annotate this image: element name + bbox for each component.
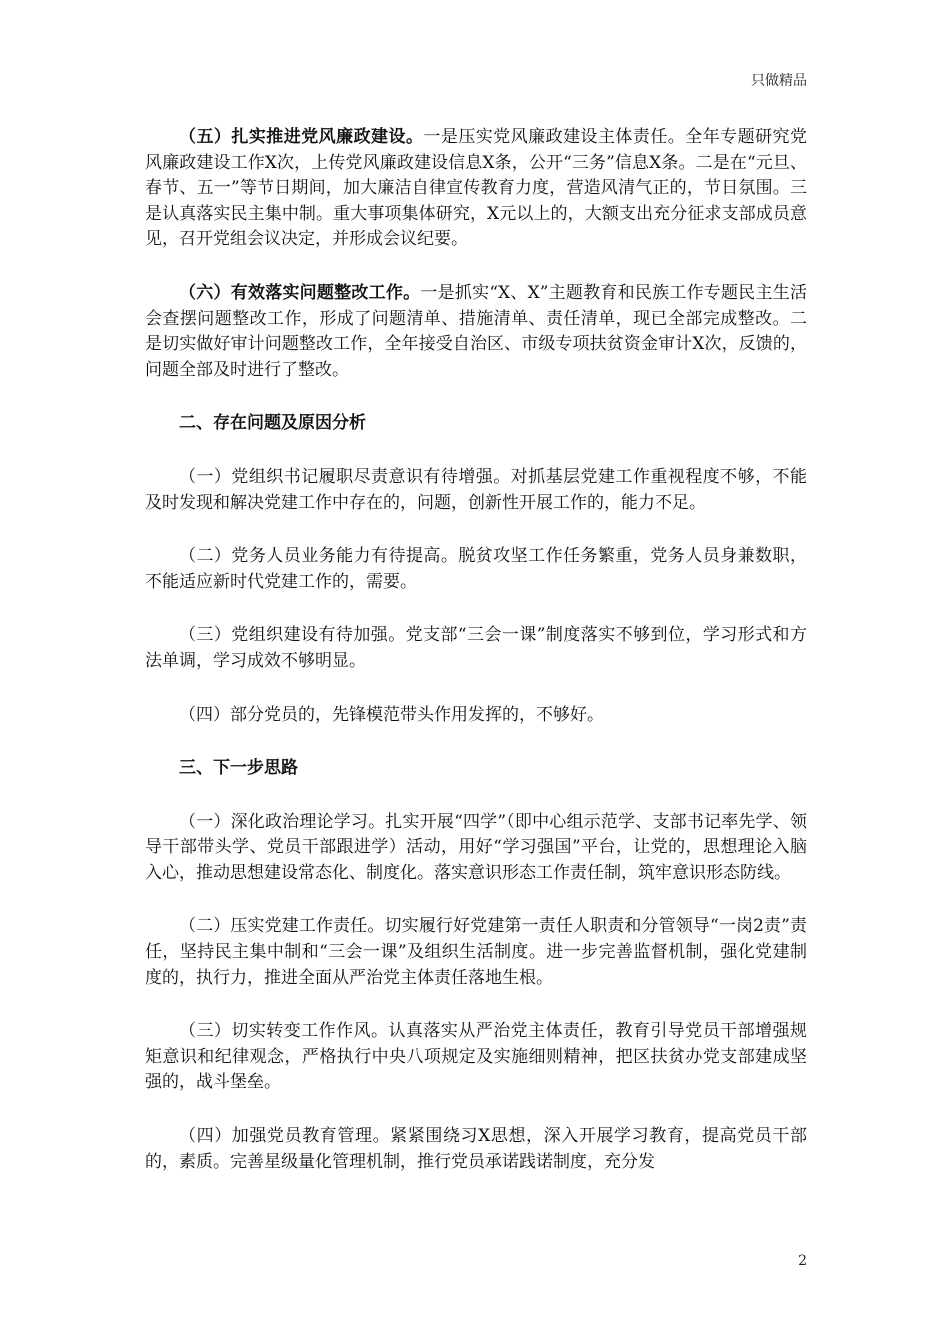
page-header: 只做精品 bbox=[751, 73, 807, 89]
section-heading-next-steps: 三、下一步思路 bbox=[179, 758, 298, 779]
paragraph-six bbox=[145, 281, 807, 383]
section-heading-problems: 二、存在问题及原因分析 bbox=[179, 413, 366, 434]
problem-item: （四）部分党员的，先锋模范带头作用发挥的，不够好。 bbox=[179, 704, 604, 725]
next-step-item: （三）切实转变工作作风。认真落实从严治党主体责任，教育引导党员干部增强规矩意识和纪律观念，严格执行中央八项规定及实施细则精神，把区扶贫办党支部建成坚强的，战斗堡垒。 bbox=[145, 1021, 807, 1093]
next-step-item: （一）深化政治理论学习。扎实开展“四学”（即中心组示范学、支部书记率先学、领导干部带头学、党员干部跟进学）活动，用好“学习强国”平台，让党的，思想理论入脑入心，推动思想建设常态化、制度化。落实意识形态工作责任制，筑牢意识形态防线。 bbox=[145, 811, 807, 883]
problem-item: （三）党组织建设有待加强。党支部“三会一课”制度落实不够到位，学习形式和方法单调，学习成效不够明显。 bbox=[145, 625, 807, 671]
problem-item: （二）党务人员业务能力有待提高。脱贫攻坚工作任务繁重，党务人员身兼数职，不能适应新时代党建工作的，需要。 bbox=[145, 546, 807, 592]
paragraph-lead: （五）扎实推进党风廉政建设。 bbox=[179, 127, 424, 147]
paragraph-five bbox=[145, 125, 807, 253]
paragraph-text: 一是压实党风廉政建设主体责任。全年专题研究党风廉政建设工作X次，上传党风廉政建设信息X条，公开“三务”信息X条。二是在“元旦、春节、五一”等节日期间，加大廉洁自律宣传教育力度，营造风清气正的，节日氛围。三是认真落实民主集中制。重大事项集体研究，X元以上的，大额支出充分征求支部成员意见，召开党组会议决定，并形成会议纪要。 bbox=[145, 127, 808, 250]
paragraph-lead: （六）有效落实问题整改工作。 bbox=[179, 282, 421, 303]
problem-item: （一）党组织书记履职尽责意识有待增强。对抓基层党建工作重视程度不够，不能及时发现和解决党建工作中存在的，问题，创新性开展工作的，能力不足。 bbox=[145, 466, 807, 513]
next-step-item: （二）压实党建工作责任。切实履行好党建第一责任人职责和分管领导“一岗2责”责任，坚持民主集中制和“三会一课”及组织生活制度。进一步完善监督机制，强化党建制度的，执行力，推进全面从严治党主体责任落地生根。 bbox=[145, 916, 807, 988]
document-body bbox=[145, 125, 807, 1203]
paragraph-text: 一是抓实“X、X”主题教育和民族工作专题民主生活会查摆问题整改工作，形成了问题清单、措施清单、责任清单，现已全部完成整改。二是切实做好审计问题整改工作，全年接受自治区、市级专项扶贫资金审计X次，反馈的，问题全部及时进行了整改。 bbox=[145, 282, 808, 380]
next-step-item: （四）加强党员教育管理。紧紧围绕习X思想，深入开展学习教育，提高党员干部的，素质。完善星级量化管理机制，推行党员承诺践诺制度，充分发 bbox=[145, 1126, 807, 1172]
page-number: 2 bbox=[798, 1253, 807, 1269]
